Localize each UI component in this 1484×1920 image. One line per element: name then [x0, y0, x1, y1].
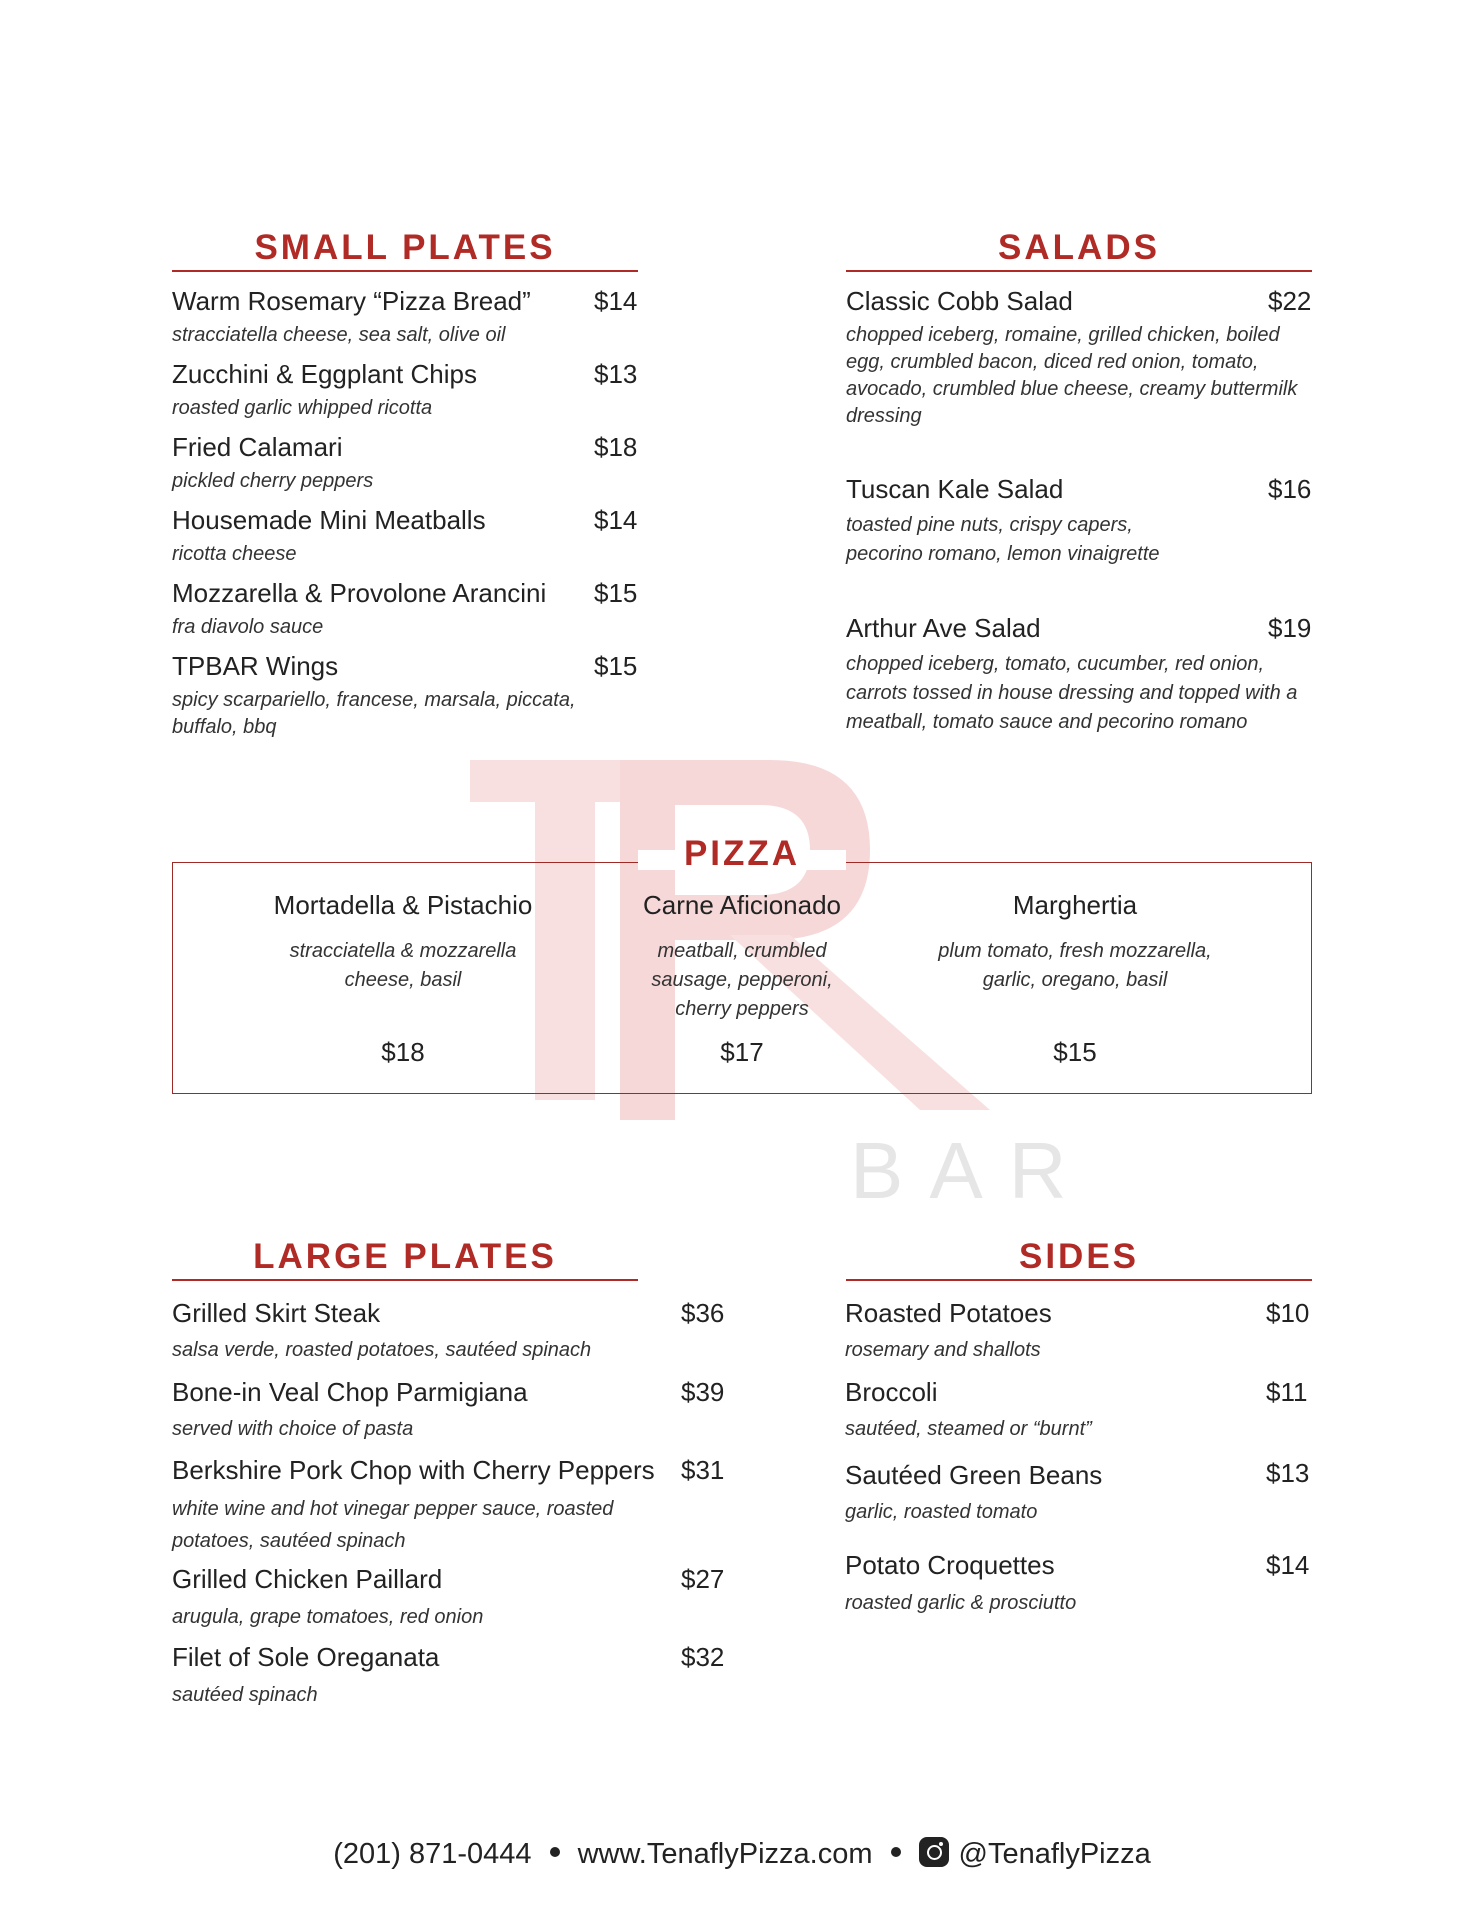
menu-item-price: $13 [1266, 1458, 1310, 1488]
menu-item-price: $15 [594, 578, 638, 608]
menu-item-price: $18 [594, 432, 638, 462]
instagram-handle[interactable]: @TenaflyPizza [958, 1838, 1151, 1870]
menu-item-name: Tuscan Kale Salad [846, 474, 1064, 504]
large-plates-title: LARGE PLATES [253, 1237, 557, 1276]
menu-item-name: Grilled Skirt Steak [172, 1298, 381, 1328]
menu-item-desc: fra diavolo sauce [172, 616, 324, 638]
menu-item-desc: rosemary and shallots [845, 1339, 1041, 1361]
pizza-item-desc: meatball, crumbled sausage, pepperoni, cherry peppers [651, 940, 833, 1020]
pizza-item-price: $18 [381, 1037, 425, 1067]
menu-item-desc: salsa verde, roasted potatoes, sautéed spinach [172, 1339, 592, 1361]
menu-item-price: $13 [594, 359, 638, 389]
sides-title: SIDES [1018, 1237, 1140, 1276]
footer [0, 1838, 1484, 1871]
menu-item-name: Sautéed Green Beans [845, 1460, 1103, 1490]
large-plates-rule [172, 1279, 638, 1281]
small-plates-title: SMALL PLATES [254, 228, 556, 267]
menu-item-name: Filet of Sole Oreganata [172, 1642, 440, 1672]
menu-item-price: $10 [1266, 1298, 1310, 1328]
menu-item-desc: spicy scarpariello, francese, marsala, piccata, buffalo, bbq [172, 689, 576, 738]
menu-item-desc: roasted garlic & prosciutto [845, 1592, 1077, 1614]
phone-number[interactable]: (201) 871-0444 [333, 1838, 532, 1870]
menu-item-desc: chopped iceberg, tomato, cucumber, red onion, carrots tossed in house dressing and topped with a meatball, tomato sauce and pecorino romano [846, 653, 1298, 733]
menu-item-price: $39 [681, 1377, 725, 1407]
pizza-item [238, 890, 568, 995]
menu-item-name: Roasted Potatoes [845, 1298, 1052, 1328]
menu-item-name: Potato Croquettes [845, 1550, 1055, 1580]
menu-item-price: $31 [681, 1455, 725, 1485]
menu-item-price: $27 [681, 1564, 725, 1594]
menu-item-desc: sautéed spinach [172, 1684, 318, 1706]
menu-item-desc: toasted pine nuts, crispy capers, pecorino romano, lemon vinaigrette [846, 514, 1160, 565]
menu-item-name: Berkshire Pork Chop with Cherry Peppers [172, 1455, 655, 1485]
menu-item-desc: ricotta cheese [172, 543, 297, 565]
menu-item-desc: roasted garlic whipped ricotta [172, 397, 433, 419]
menu-item-price: $36 [681, 1298, 725, 1328]
website-link[interactable]: www.TenaflyPizza.com [577, 1838, 873, 1870]
separator-dot [891, 1847, 901, 1857]
pizza-item-price: $15 [1053, 1037, 1097, 1067]
menu-item-price: $14 [594, 505, 638, 535]
menu-item-desc: garlic, roasted tomato [845, 1501, 1038, 1523]
menu-item-desc: chopped iceberg, romaine, grilled chicken, boiled egg, crumbled bacon, diced red onion, tomato, avocado, crumbled blue cheese, creamy buttermilk dressing [846, 324, 1298, 427]
menu-item-name: Warm Rosemary “Pizza Bread” [172, 286, 531, 316]
menu-item-name: Grilled Chicken Paillard [172, 1564, 443, 1594]
pizza-title: PIZZA [683, 834, 801, 873]
menu-item-name: Bone-in Veal Chop Parmigiana [172, 1377, 528, 1407]
salads-rule [846, 270, 1312, 272]
menu-item-desc: sautéed, steamed or “burnt” [845, 1418, 1092, 1440]
pizza-item-price: $17 [720, 1037, 764, 1067]
menu-item-desc: stracciatella cheese, sea salt, olive oil [172, 324, 506, 346]
menu-item-price: $11 [1266, 1377, 1308, 1407]
separator-dot [550, 1847, 560, 1857]
instagram-icon [919, 1837, 949, 1867]
sides-rule [846, 1279, 1312, 1281]
menu-item-desc: served with choice of pasta [172, 1418, 414, 1440]
pizza-item [592, 890, 892, 1024]
watermark-bar-text: BAR [850, 1126, 1093, 1215]
menu-item-price: $22 [1268, 286, 1312, 316]
pizza-item-desc: stracciatella & mozzarella cheese, basil [289, 940, 517, 991]
pizza-item-name: Mortadella & Pistachio [273, 890, 533, 920]
menu-item-price: $14 [1266, 1550, 1310, 1580]
pizza-item [910, 890, 1240, 995]
menu-item-price: $32 [681, 1642, 725, 1672]
salads-title: SALADS [998, 228, 1160, 267]
menu-item-desc: arugula, grape tomatoes, red onion [172, 1606, 484, 1628]
menu-item-name: Zucchini & Eggplant Chips [172, 359, 477, 389]
small-plates-rule [172, 270, 638, 272]
menu-item-price: $16 [1268, 474, 1312, 504]
menu-item-desc: white wine and hot vinegar pepper sauce, roasted potatoes, sautéed spinach [172, 1498, 614, 1552]
menu-item-name: Broccoli [845, 1377, 938, 1407]
menu-item-name: Classic Cobb Salad [846, 286, 1073, 316]
menu-item-price: $15 [594, 651, 638, 681]
menu-item-name: Arthur Ave Salad [846, 613, 1041, 643]
pizza-item-name: Marghertia [1012, 890, 1138, 920]
pizza-item-name: Carne Aficionado [642, 890, 842, 920]
menu-item-desc: pickled cherry peppers [172, 470, 374, 492]
menu-item-name: Housemade Mini Meatballs [172, 505, 486, 535]
menu-item-name: Mozzarella & Provolone Arancini [172, 578, 547, 608]
menu-item-name: TPBAR Wings [172, 651, 339, 681]
menu-item-price: $19 [1268, 613, 1312, 643]
pizza-item-desc: plum tomato, fresh mozzarella, garlic, oregano, basil [938, 940, 1212, 991]
menu-item-price: $14 [594, 286, 638, 316]
menu-item-name: Fried Calamari [172, 432, 343, 462]
